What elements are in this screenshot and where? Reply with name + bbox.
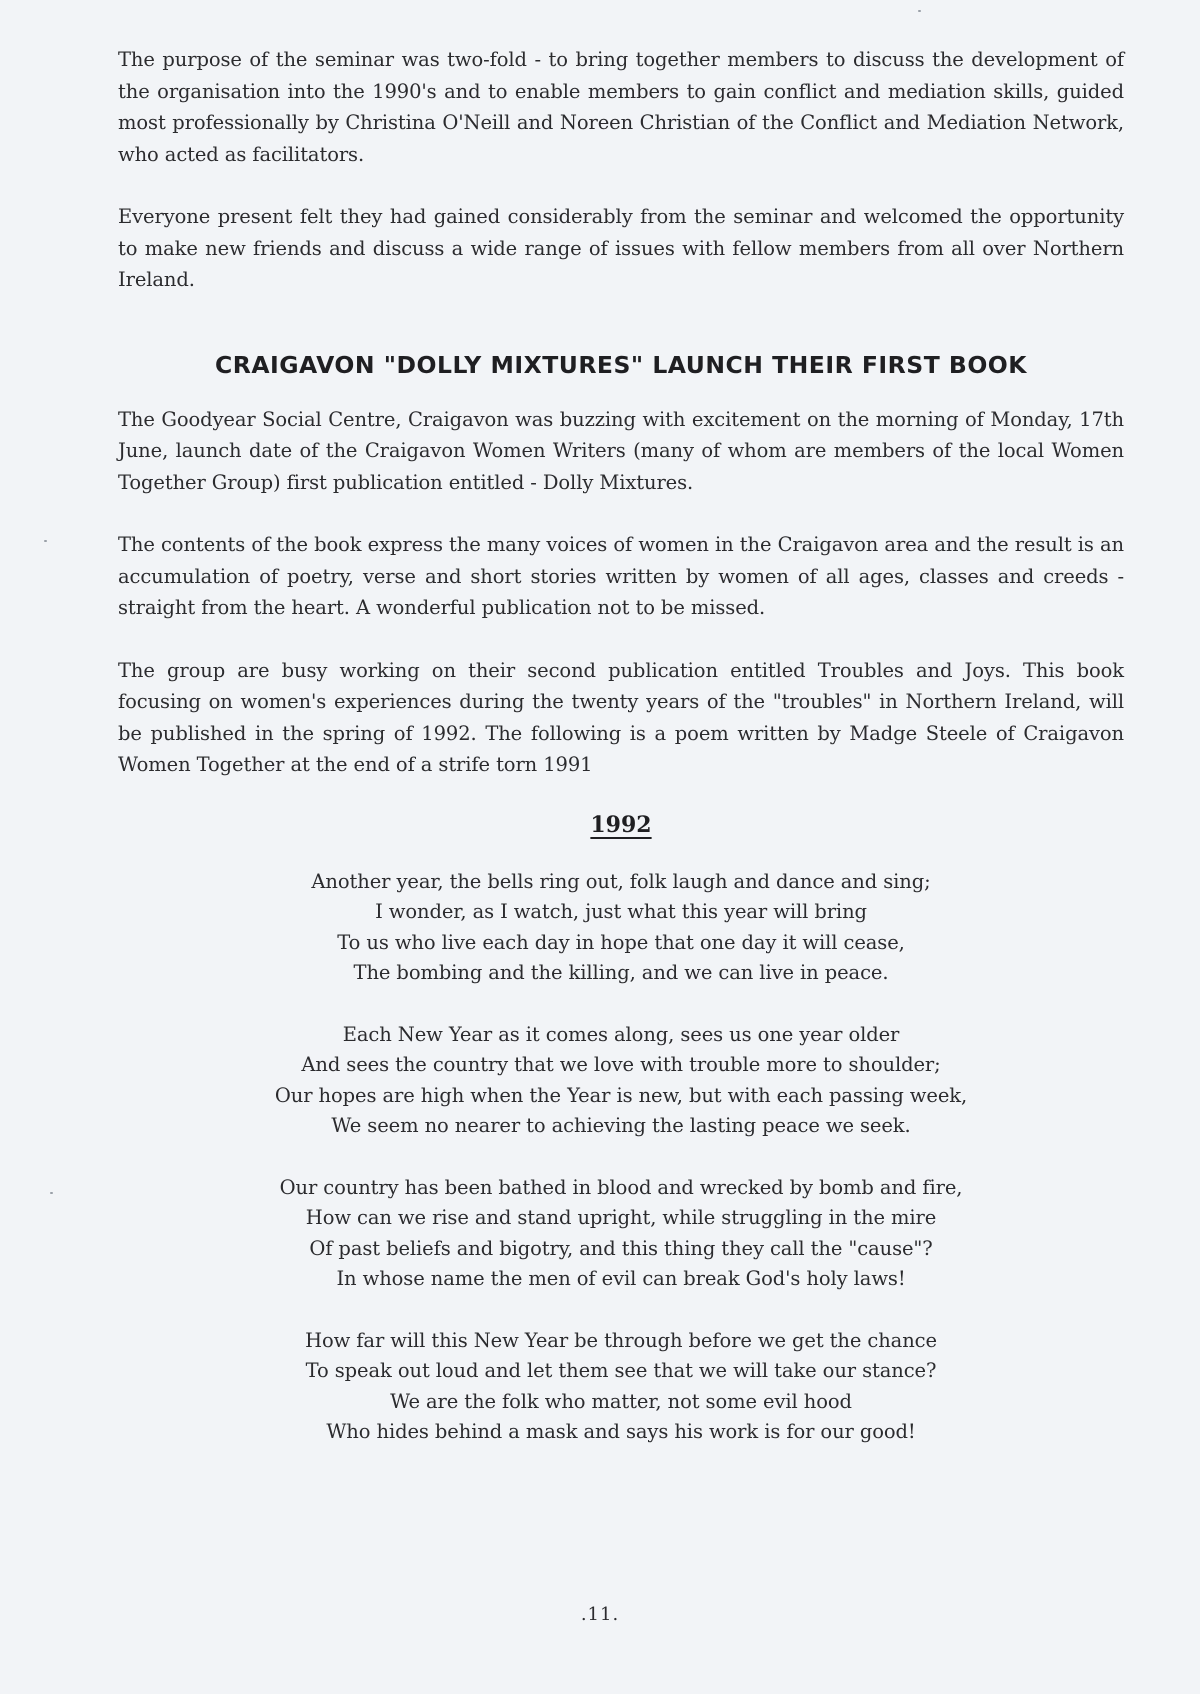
page-number: .11. bbox=[580, 1604, 620, 1625]
poem-line: We are the folk who matter, not some evil hood bbox=[390, 1389, 852, 1413]
poem-line: Who hides behind a mask and says his work is for our good! bbox=[326, 1420, 916, 1443]
poem-stanza-4 bbox=[118, 1326, 1124, 1448]
poem-line: The bombing and the killing, and we can live in peace. bbox=[353, 961, 889, 984]
poem-line: Our country has been bathed in blood and wrecked by bomb and fire, bbox=[279, 1175, 963, 1199]
poem-line: Our hopes are high when the Year is new, but with each passing week, bbox=[274, 1083, 968, 1107]
scan-speck bbox=[44, 540, 47, 542]
poem-line: We seem no nearer to achieving the lasting peace we seek. bbox=[331, 1114, 911, 1137]
scan-speck bbox=[918, 10, 921, 12]
poem-line: Of past beliefs and bigotry, and this thing they call the "cause"? bbox=[309, 1236, 933, 1260]
article-paragraph-2: The contents of the book express the many voices of women in the Craigavon area and the result is an accumulation of poetry, verse and short stories written by women of all ages, classes and creeds - straight from the heart. A wonderful publication not to be missed. bbox=[118, 533, 1124, 619]
poem-line: In whose name the men of evil can break God's holy laws! bbox=[336, 1267, 906, 1290]
article-paragraph-1: The Goodyear Social Centre, Craigavon was buzzing with excitement on the morning of Monday, 17th June, launch date of the Craigavon Women Writers (many of whom are members of the local Women Together Group) first publication entitled - Dolly Mixtures. bbox=[118, 407, 1124, 494]
poem-stanza-3 bbox=[118, 1173, 1124, 1295]
article-heading: CRAIGAVON "DOLLY MIXTURES" LAUNCH THEIR FIRST BOOK bbox=[215, 350, 1027, 379]
intro-paragraph-2: Everyone present felt they had gained considerably from the seminar and welcomed the opportunity to make new friends and discuss a wide range of issues with fellow members from all over Northern Ireland. bbox=[118, 205, 1124, 291]
poem-title: 1992 bbox=[590, 811, 652, 838]
poem-stanza-1 bbox=[118, 867, 1124, 989]
poem-stanza-2 bbox=[118, 1020, 1124, 1142]
poem-line: To us who live each day in hope that one day it will cease, bbox=[337, 930, 905, 954]
poem-line: How far will this New Year be through before we get the chance bbox=[305, 1328, 937, 1352]
poem-line: How can we rise and stand upright, while struggling in the mire bbox=[305, 1206, 937, 1229]
intro-paragraph-1: The purpose of the seminar was two-fold - to bring together members to discuss the development of the organisation into the 1990's and to enable members to gain conflict and mediation skills, guided most professionally by Christina O'Neill and Noreen Christian of the Conflict and Mediation Network, who acted as facilitators. bbox=[118, 48, 1124, 166]
poem-line: Another year, the bells ring out, folk laugh and dance and sing; bbox=[311, 869, 931, 893]
page-content bbox=[118, 44, 1124, 1479]
poem-line: To speak out loud and let them see that we will take our stance? bbox=[305, 1359, 937, 1382]
poem bbox=[118, 867, 1124, 1448]
poem-line: Each New Year as it comes along, sees us one year older bbox=[342, 1022, 900, 1046]
poem-line: And sees the country that we love with trouble more to shoulder; bbox=[301, 1053, 941, 1076]
article-paragraph-3: The group are busy working on their second publication entitled Troubles and Joys. This book focusing on women's experiences during the twenty years of the "troubles" in Northern Ireland, will be published in the spring of 1992. The following is a poem written by Madge Steele of Craigavon Women Together at the end of a strife torn 1991 bbox=[118, 658, 1124, 776]
scan-speck bbox=[50, 1192, 53, 1194]
poem-line: I wonder, as I watch, just what this year will bring bbox=[375, 900, 867, 923]
